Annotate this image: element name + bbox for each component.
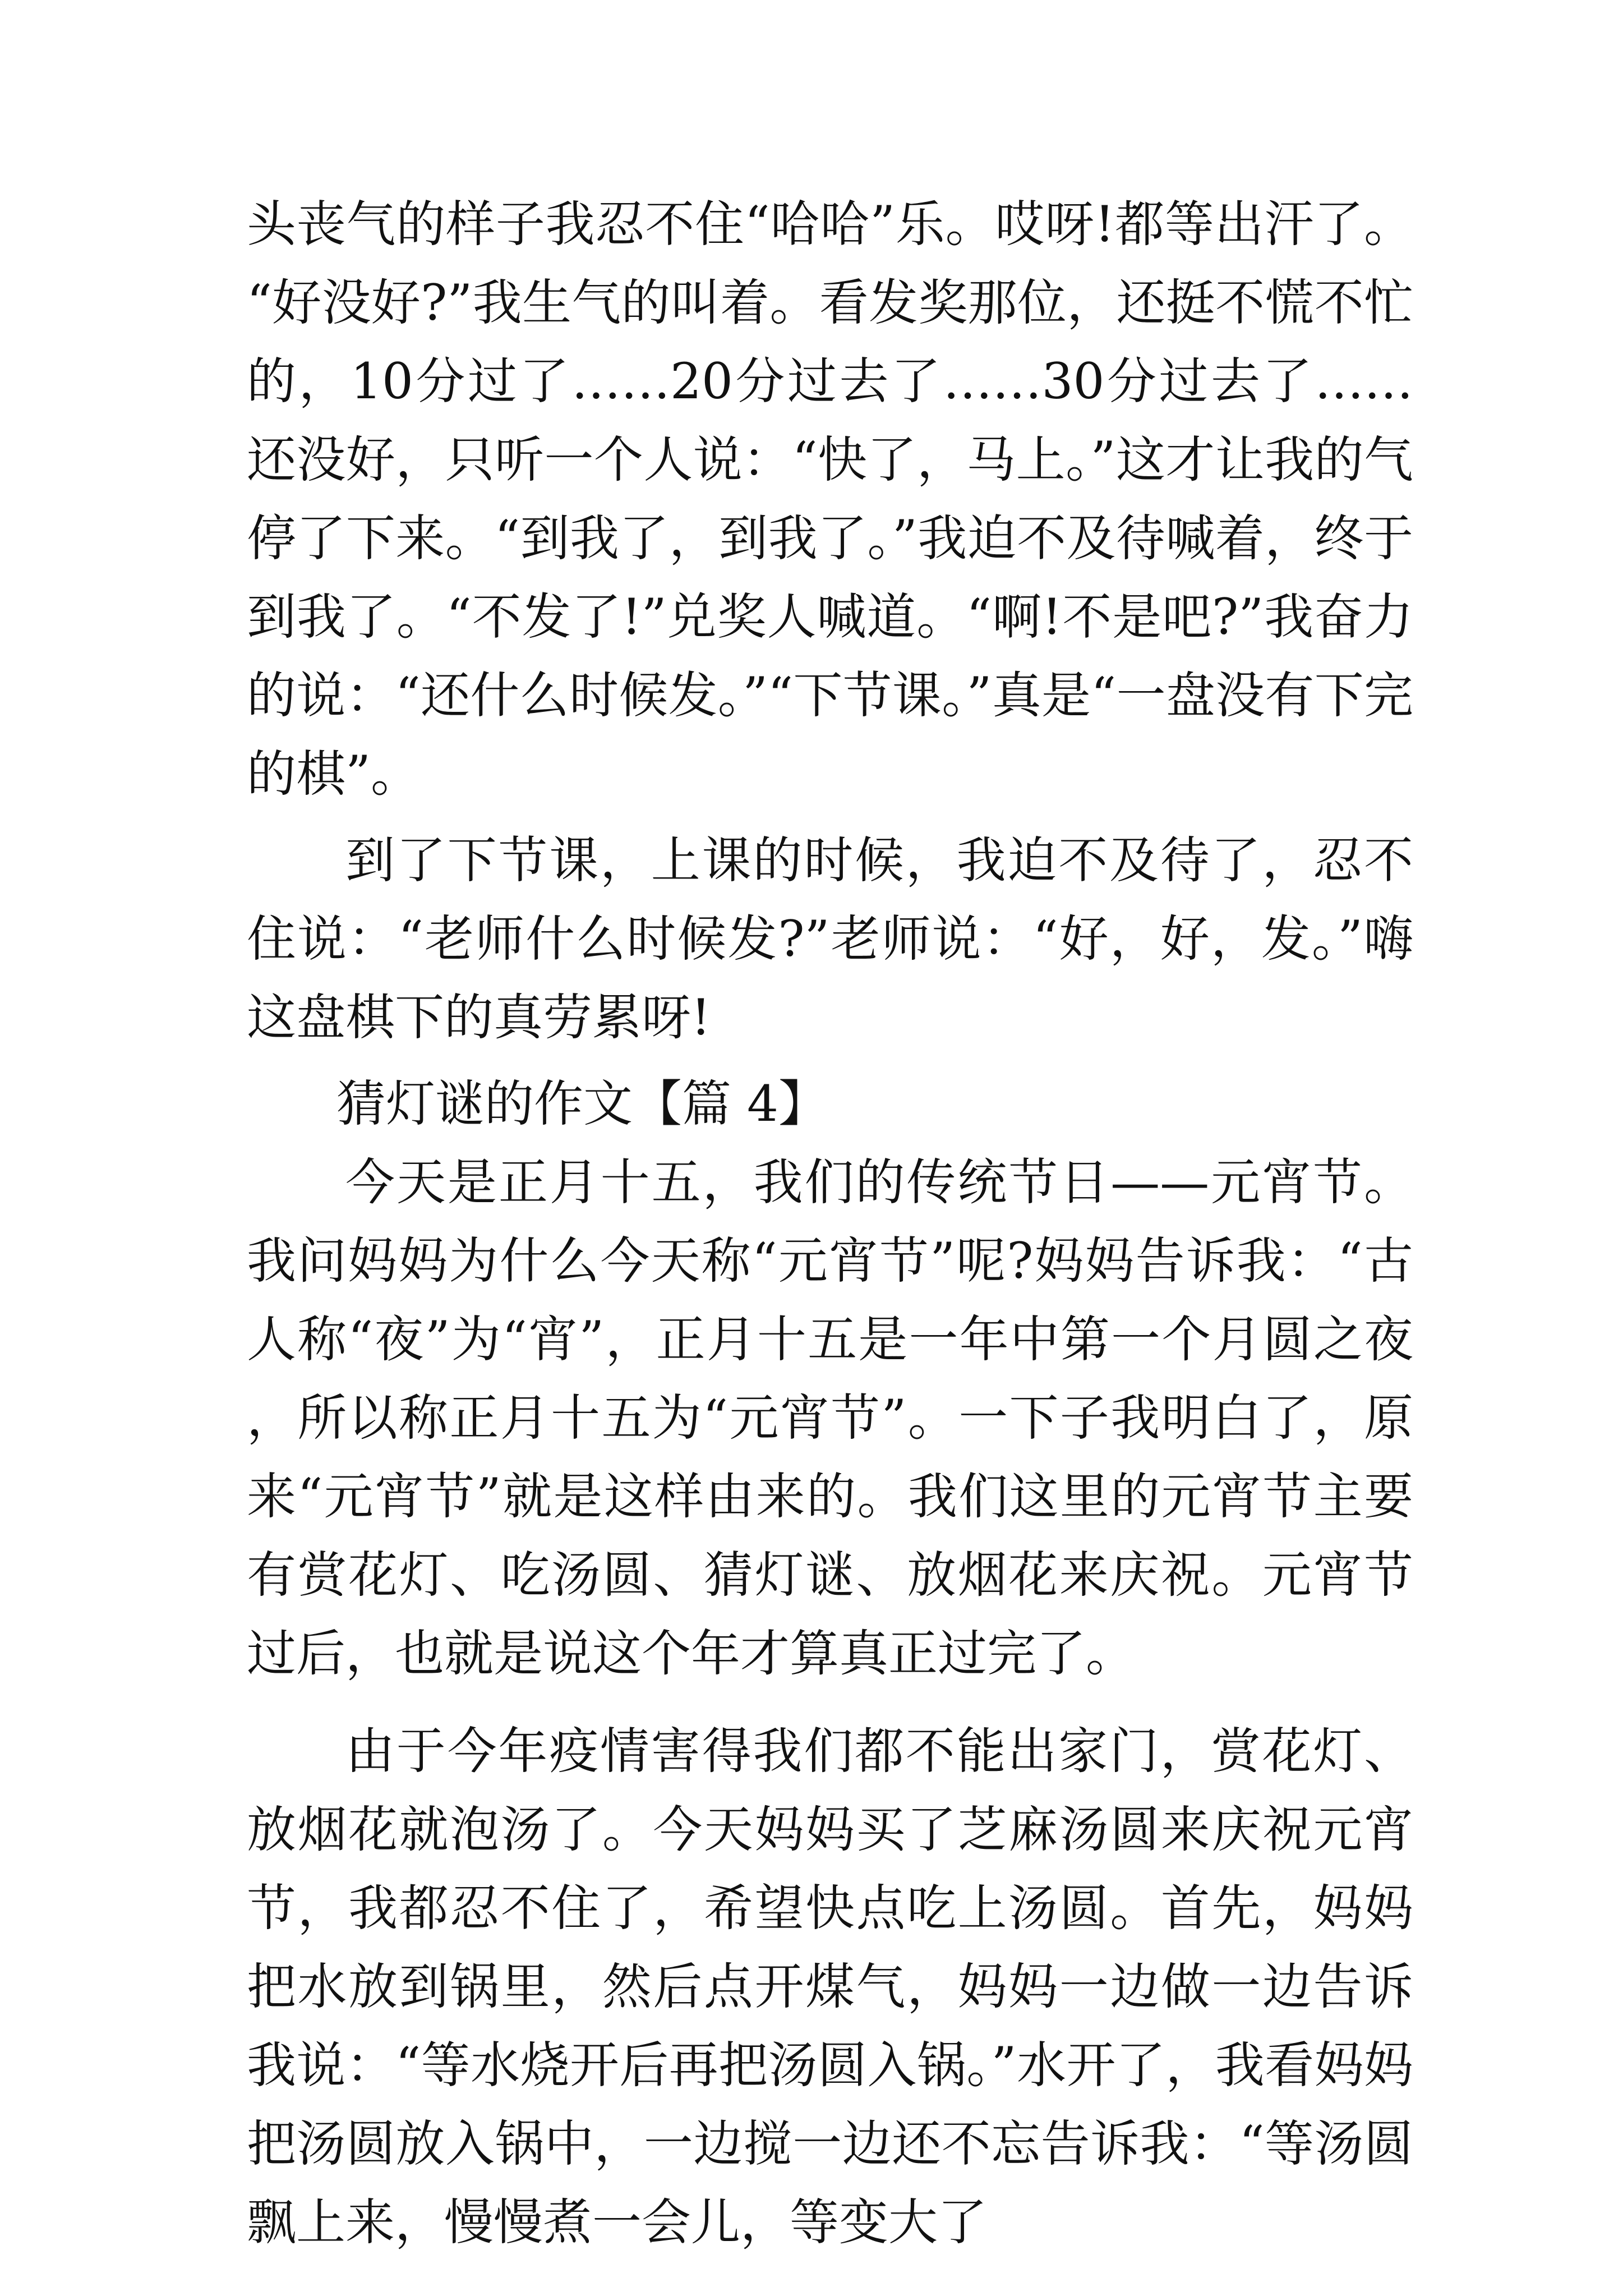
paragraph-spacer [247,1693,1413,1712]
document-body [247,185,1413,2262]
paragraph-2: 到了下节课，上课的时候，我迫不及待了，忍不住说：“老师什么时候发?”老师说：“好，好，发。”嗨这盘棋下的真劳累呀! [247,831,1413,1046]
paragraph-1: 头丧气的样子我忍不住“哈哈”乐。哎呀!都等出汗了。“好没好?”我生气的叫着。看发奖那位，还挺不慌不忙的，10分过了……20分过去了……30分过去了……还没好，只听一个人说：“快了，马上。”这才让我的气停了下来。“到我了，到我了。”我迫不及待喊着，终于到我了。“不发了!”兑奖人喊道。“啊!不是吧?”我奋力的说：“还什么时候发。”“下节课。”真是“一盘没有下完的棋”。 [247,195,1413,803]
paragraph-4: 由于今年疫情害得我们都不能出家门，赏花灯、放烟花就泡汤了。今天妈妈买了芝麻汤圆来庆祝元宵节，我都忍不住了，希望快点吃上汤圆。首先，妈妈把水放到锅里，然后点开煤气，妈妈一边做一边告诉我说：“等水烧开后再把汤圆入锅。”水开了，我看妈妈把汤圆放入锅中，一边搅一边还不忘告诉我：“等汤圆飘上来，慢慢煮一会儿，等变大了 [247,1722,1413,2251]
section-heading: 猜灯谜的作文【篇 4】 [336,1075,828,1133]
paragraph-spacer [247,813,1413,821]
paragraph-3: 今天是正月十五，我们的传统节日——元宵节。我问妈妈为什么今天称“元宵节”呢?妈妈告诉我：“古人称“夜”为“宵”，正月十五是一年中第一个月圆之夜，所以称正月十五为“元宵节”。一下子我明白了，原来“元宵节”就是这样由来的。我们这里的元宵节主要有赏花灯、吃汤圆、猜灯谜、放烟花来庆祝。元宵节过后，也就是说这个年才算真正过完了。 [247,1153,1413,1682]
paragraph-spacer [247,1057,1413,1065]
